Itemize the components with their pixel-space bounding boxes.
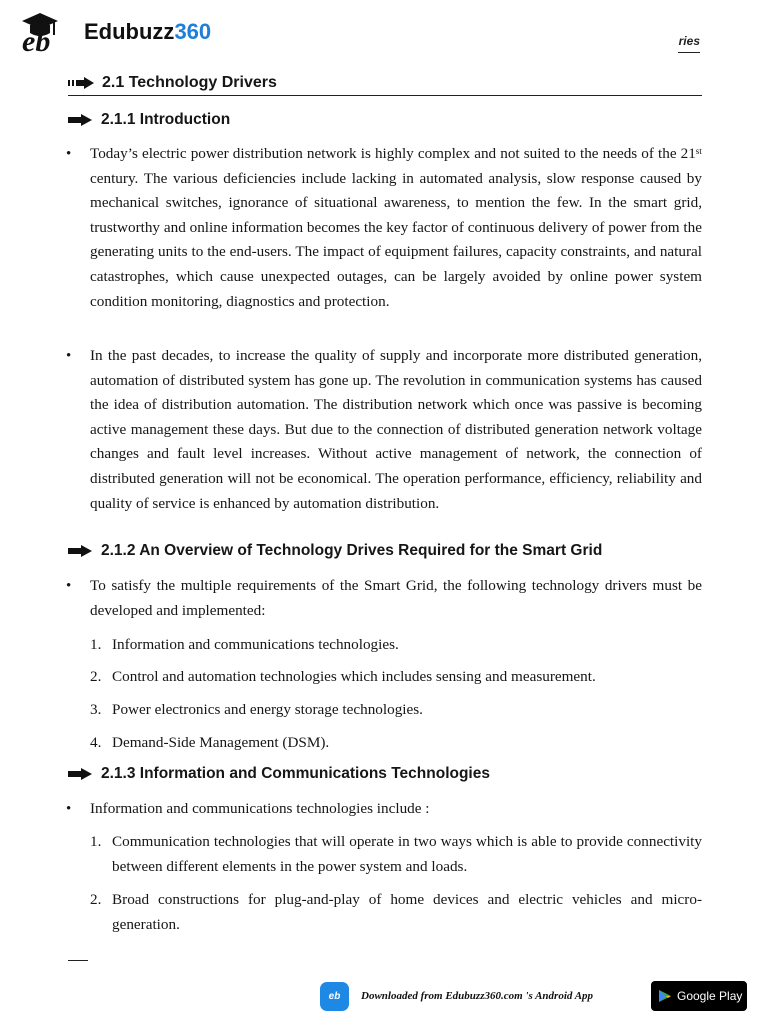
subsection-title: 2.1.2 An Overview of Technology Drives Required for the Smart Grid [101, 542, 603, 559]
arrow-right-icon [68, 545, 92, 557]
list-item: 1. Communication technologies that will operate in two ways which is able to provide connectivity between different elements in the power system and loads. [90, 833, 702, 875]
graduation-cap-icon [18, 9, 78, 55]
footnote-rule [68, 960, 88, 961]
subsection-title: 2.1.3 Information and Communications Technologies [101, 765, 490, 782]
download-footer [320, 981, 747, 1011]
subsection-heading-overview [68, 542, 602, 560]
section-arrow-icon [68, 77, 94, 89]
subsection-heading-introduction [68, 111, 230, 129]
brand-logo [18, 6, 211, 58]
section-title: 2.1 Technology Drivers [102, 73, 277, 91]
arrow-right-icon [68, 768, 92, 780]
list-item: 2. Broad constructions for plug-and-play of home devices and electric vehicles and micro-generation. [90, 891, 702, 933]
download-text: Downloaded from Edubuzz360.com 's Android App [361, 990, 594, 1002]
bullet-paragraph: • In the past decades, to increase the quality of supply and incorporate more distributed generation, automation of distributed system has gone up. The revolution in communication systems has caused the idea of distribution automation. The distribution network which once was passive is becoming active management these days. But due to the connection of distributed generation network voltage changes and fault level increases. Without active management of network, the connection of distributed generation will not be economical. The operation performance, efficiency, reliability and quality of service is enhanced by automation distribution. [90, 344, 702, 516]
google-play-label: Google Play [677, 989, 743, 1003]
google-play-button[interactable] [651, 981, 747, 1011]
app-icon[interactable]: eb [320, 982, 349, 1011]
brand-name: Edubuzz360 [84, 19, 212, 44]
running-head: ries [678, 34, 700, 48]
list-item: 3. Power electronics and energy storage technologies. [90, 701, 423, 718]
bullet-paragraph: • To satisfy the multiple requirements of the Smart Grid, the following technology drivers must be developed and implemented: [90, 574, 702, 623]
bullet-paragraph: • Information and communications technologies include : [90, 797, 702, 822]
subsection-title: 2.1.1 Introduction [101, 111, 231, 128]
subsection-heading-ict [68, 765, 490, 783]
list-item: 2. Control and automation technologies which includes sensing and measurement. [90, 668, 596, 685]
list-item: 1. Information and communications technologies. [90, 636, 399, 653]
arrow-right-icon [68, 114, 92, 126]
logo-letters: eb [22, 25, 51, 55]
section-heading [68, 70, 702, 96]
bullet-paragraph: • Today’s electric power distribution network is highly complex and not suited to the needs of the 21ˢᵗ century. The various deficiencies include lacking in automated analysis, slow response caused by mechanical switches, ignorance of situational awareness, to mention the few. In the smart grid, trustworthy and online information becomes the key factor of continuous delivery of power from the generating units to the end-users. The impact of equipment failures, capacity constraints, and natural catastrophes, which cause unexpected outages, can be largely avoided by online power system condition monitoring, diagnostics and protection. [90, 142, 702, 314]
list-item: 4. Demand-Side Management (DSM). [90, 734, 330, 751]
running-head-rule [678, 52, 700, 53]
play-store-icon [658, 989, 672, 1003]
